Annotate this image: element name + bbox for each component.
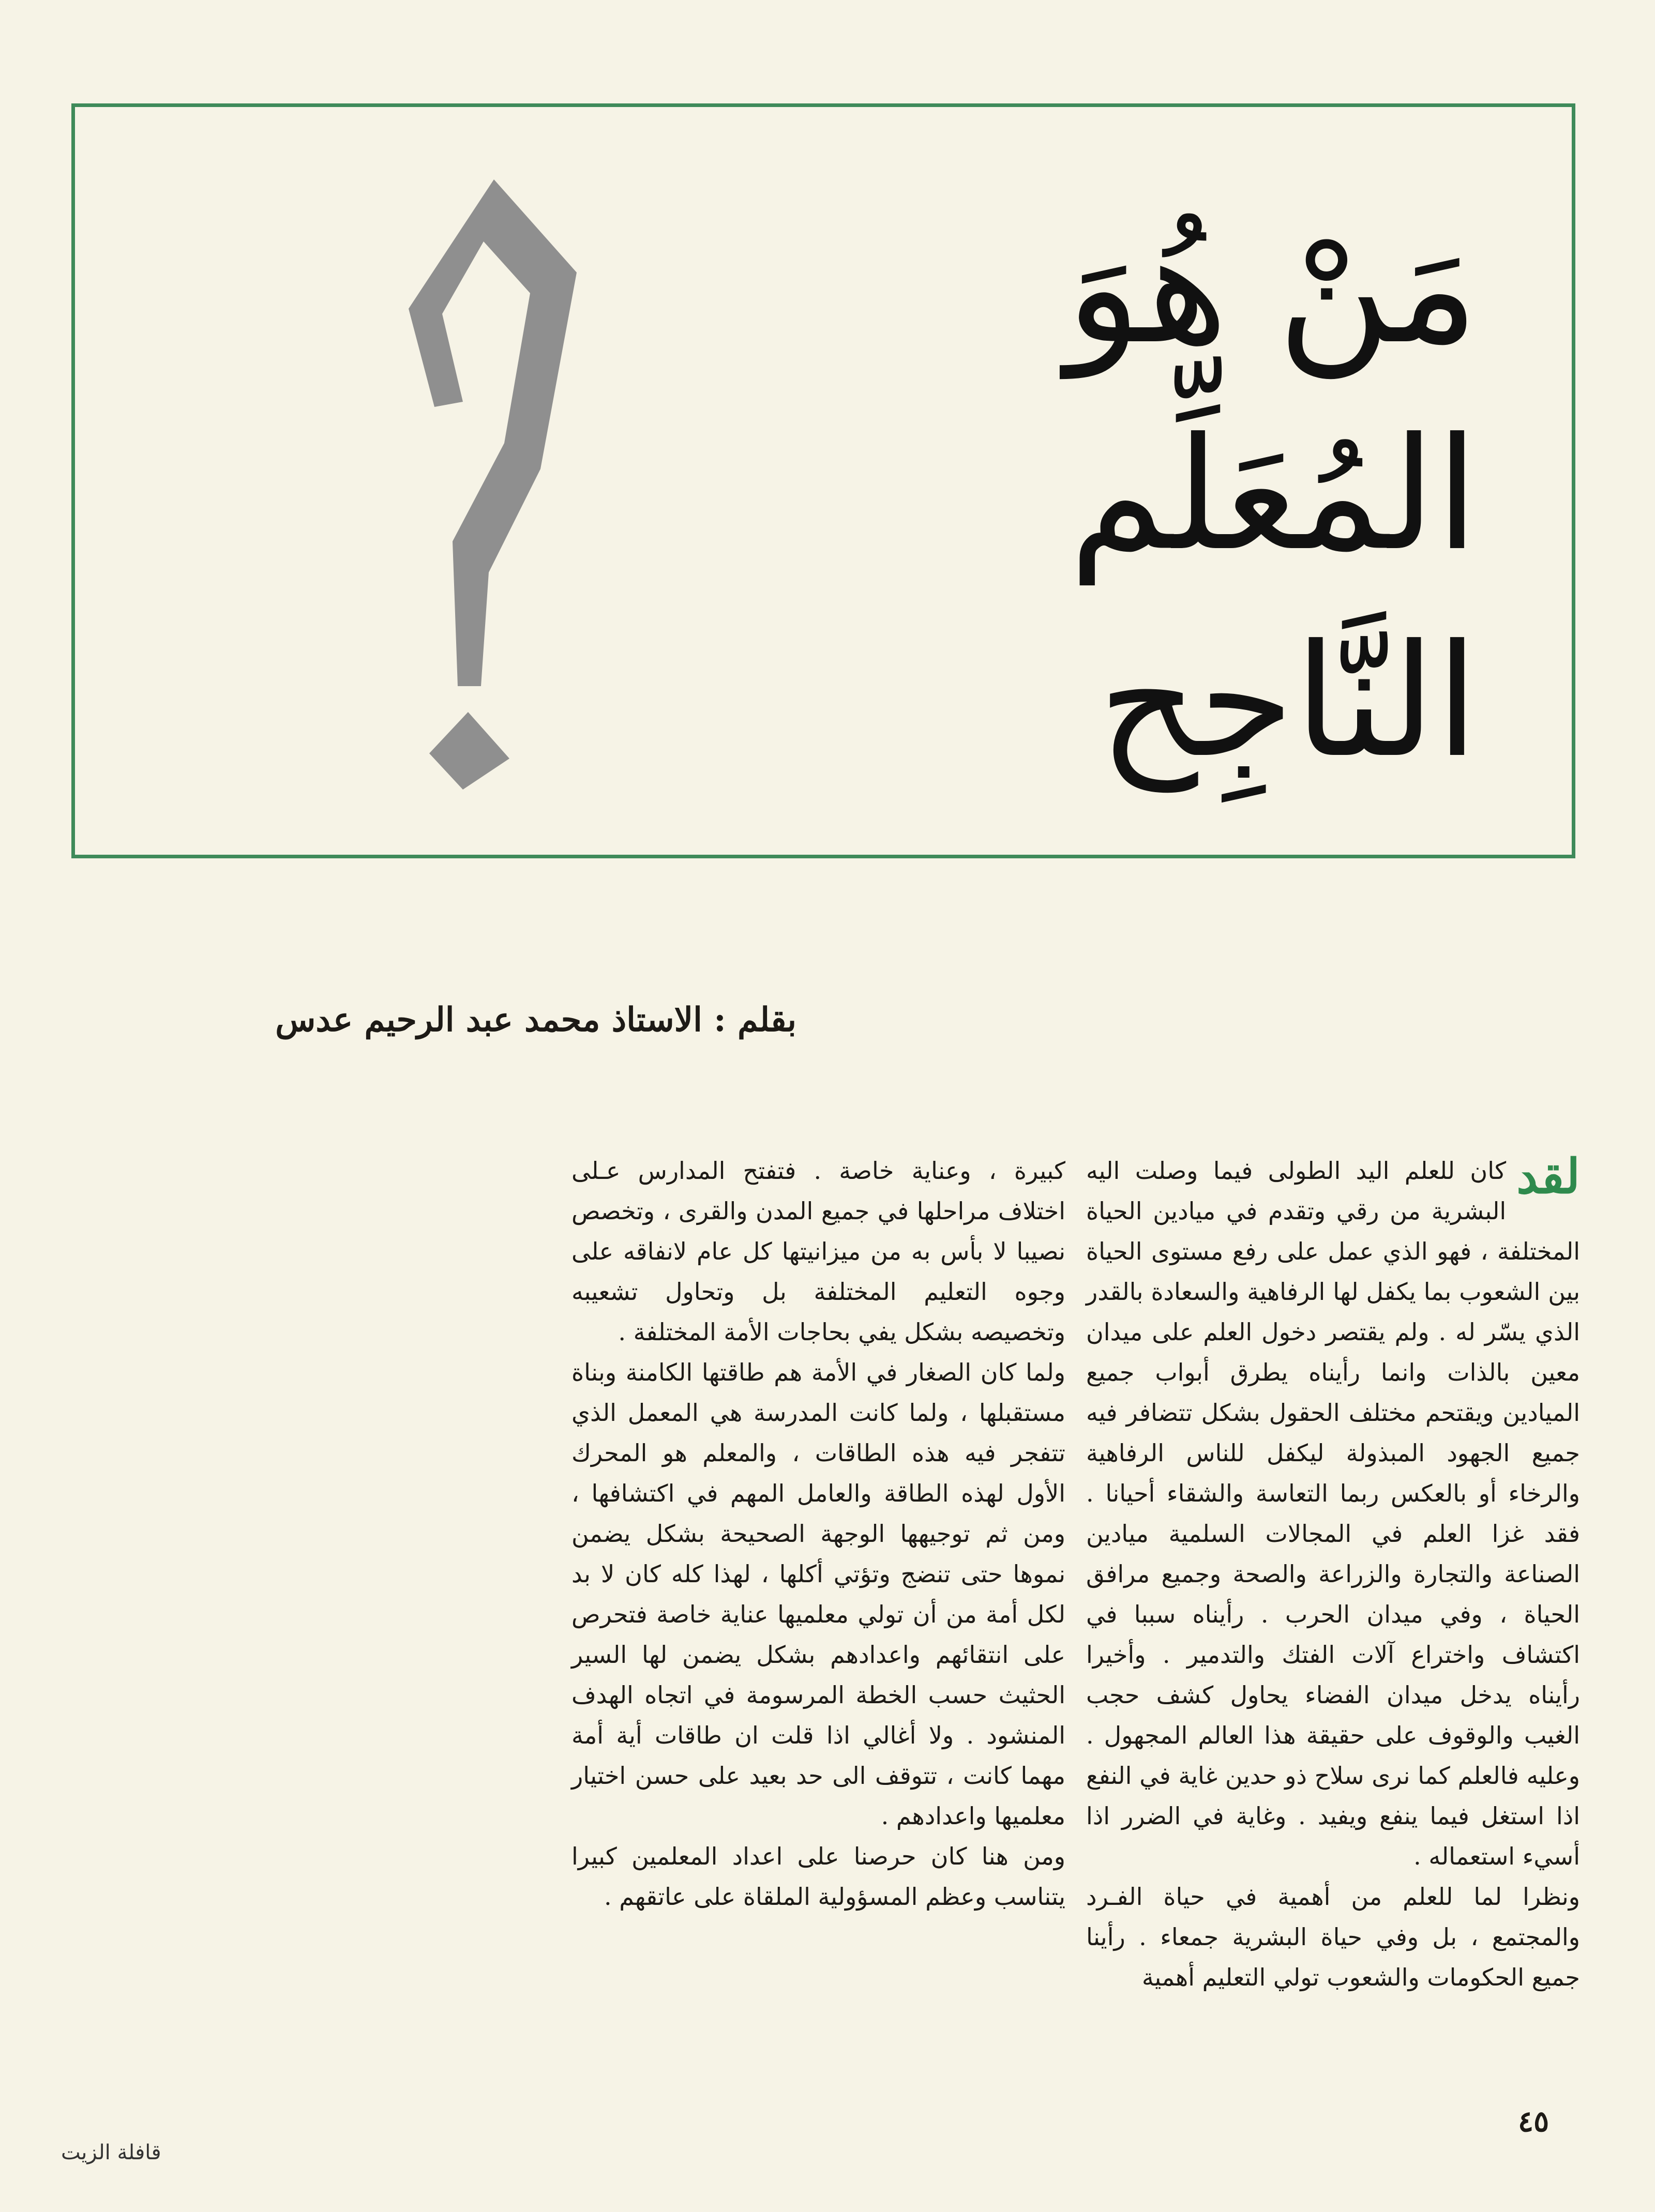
- question-mark-dot-shape: [429, 712, 509, 790]
- article-column-right: [1086, 1150, 1580, 1997]
- paragraph: كان للعلم اليد الطولى فيما وصلت اليه البشرية من رقي وتقدم في ميادين الحياة المختلفة ، فهو الذي عمل على رفع مستوى الحياة بين الشعوب بما يكفل لها الرفاهية والسعادة بالقدر الذي يسّر له . ولم يقتصر دخول العلم على ميدان معين بالذات وانما رأيناه يطرق أبواب جميع الميادين ويقتحم مختلف الحقول بشكل تتضافر فيه جميع الجهود المبذولة ليكفل للناس الرفاهية والرخاء أو بالعكس ربما التعاسة والشقاء أحيانا . فقد غزا العلم في المجالات السلمية ميادين الصناعة والتجارة والزراعة والصحة وجميع مرافق الحياة ، وفي ميدان الحرب . رأيناه سببا في اكتشاف واختراع آلات الفتك والتدمير . وأخيرا رأيناه يدخل ميدان الفضاء يحاول كشف حجب الغيب والوقوف على حقيقة هذا العالم المجهول . وعليه فالعلم كما نرى سلاح ذو حدين غاية في النفع اذا استغل فيما ينفع ويفيد . وغاية في الضرر اذا أسيء استعماله .: [1086, 1157, 1581, 1870]
- article-column-left: [571, 1150, 1065, 1917]
- page-number: ٤٥: [1518, 2104, 1549, 2139]
- paragraph: ولما كان الصغار في الأمة هم طاقتها الكامنة وبناة مستقبلها ، ولما كانت المدرسة هي المعمل الذي تتفجر فيه هذه الطاقات ، والمعلم هو المحرك الأول لهذه الطاقة والعامل المهم في اكتشافها ، ومن ثم توجيهها الوجهة الصحيحة بشكل يضمن نموها حتى تنضج وتؤتي أكلها ، لهذا كله كان لا بد لكل أمة من أن تولي معلميها عناية خاصة فتحرص على انتقائهم واعدادهم بشكل يضمن لها السير الحثيث حسب الخطة المرسومة في اتجاه الهدف المنشود . ولا أغالي اذا قلت ان طاقات أية أمة مهما كانت ، تتوقف الى حد بعيد على حسن اختيار معلميها واعدادهم .: [571, 1358, 1065, 1830]
- magazine-name: قافلة الزيت: [61, 2141, 161, 2164]
- drop-cap: لقد: [1516, 1148, 1580, 1204]
- title-frame: [71, 103, 1575, 858]
- title-line-1: مَنْ هُوَ: [1066, 198, 1479, 378]
- question-mark-hook-shape: [409, 179, 577, 686]
- paragraph: ونظرا لما للعلم من أهمية في حياة الفـرد والمجتمع ، بل وفي حياة البشرية جمعاء . رأينا جميع الحكومات والشعوب تولي التعليم أهمية: [1086, 1883, 1580, 1991]
- title-line-2: المُعَلِّم: [1069, 404, 1479, 585]
- article-title: [703, 185, 1479, 805]
- author-byline: بقلم : الاستاذ محمد عبد الرحيم عدس: [275, 1001, 796, 1039]
- paragraph: كبيرة ، وعناية خاصة . فتفتح المدارس عـلى اختلاف مراحلها في جميع المدن والقرى ، وتخصص نصيبا لا بأس به من ميزانيتها كل عام لانفاقه على وجوه التعليم المختلفة بل وتحاول تشعيبه وتخصيصه بشكل يفي بحاجات الأمة المختلفة .: [571, 1157, 1065, 1346]
- paragraph: ومن هنا كان حرصنا على اعداد المعلمين كبيرا يتناسب وعظم المسؤولية الملقاة على عاتقهم .: [571, 1842, 1065, 1911]
- title-line-3: النَّاجِح: [1098, 611, 1479, 792]
- question-mark-graphic: [385, 179, 582, 790]
